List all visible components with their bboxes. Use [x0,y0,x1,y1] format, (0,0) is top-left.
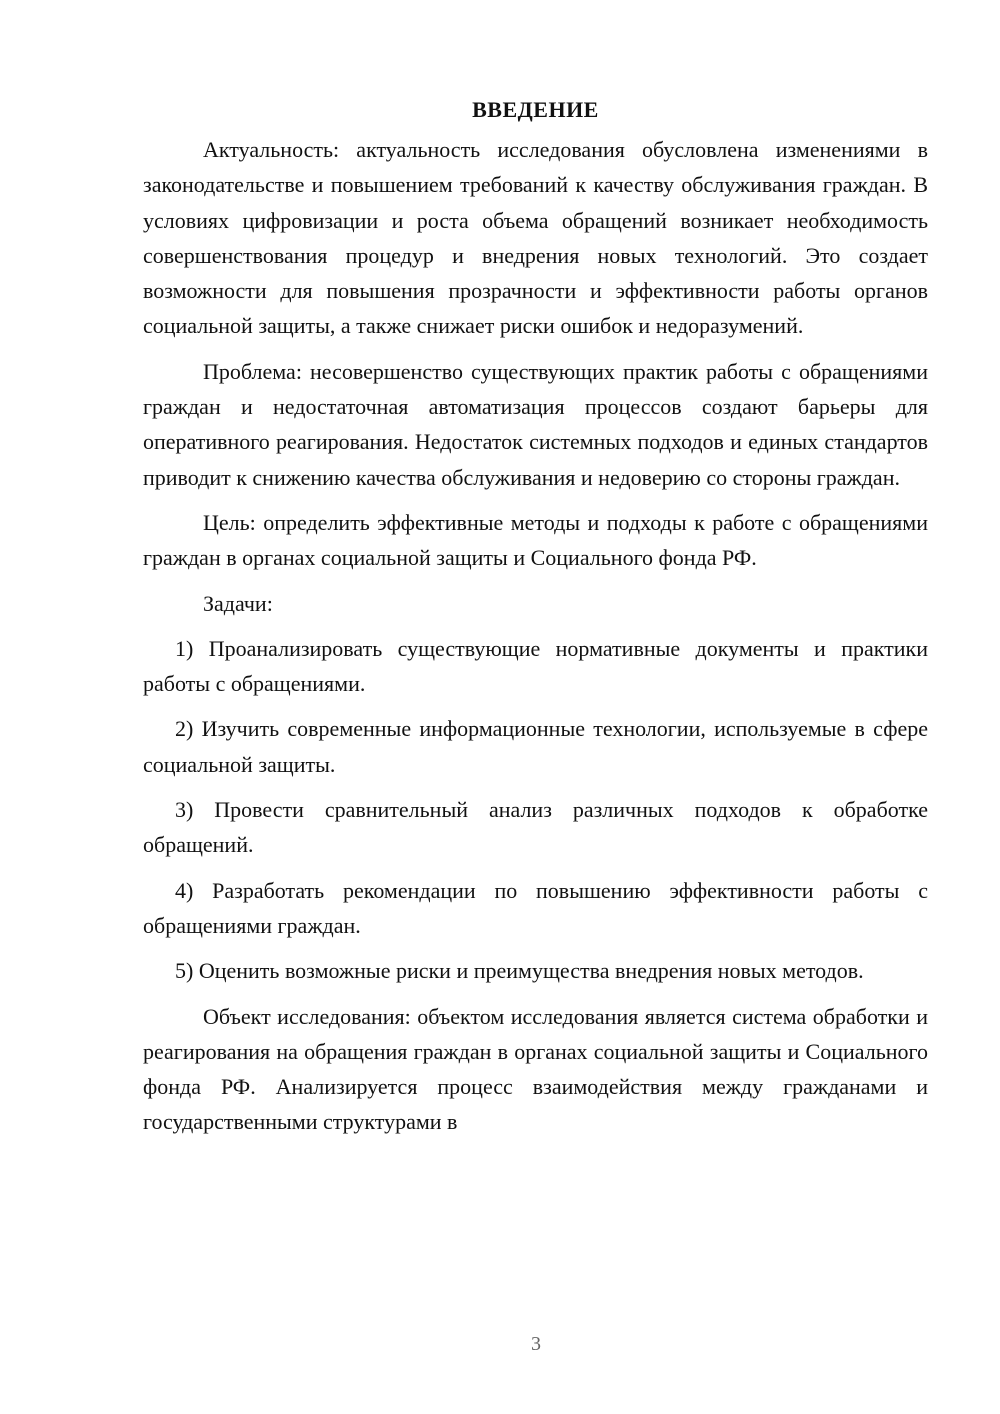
relevance-paragraph: Актуальность: актуальность исследования обусловлена изменениями в законодательстве и повышением требований к качеству обслуживания граждан. В условиях цифровизации и роста объема обращений возникает необходимость совершенствования процедур и внедрения новых технологий. Это создает возможности для повышения прозрачности и эффективности работы органов социальной защиты, а также снижает риски ошибок и недоразумений. [143,137,928,339]
task-item-2: 2) Изучить современные информационные технологии, используемые в сфере социальной защиты. [143,716,928,777]
problem-paragraph: Проблема: несовершенство существующих практик работы с обращениями граждан и недостаточная автоматизация процессов создают барьеры для оперативного реагирования. Недостаток системных подходов и единых стандартов приводит к снижению качества обслуживания и недоверию со стороны граждан. [143,358,928,490]
document-page [143,92,928,1150]
goal-paragraph: Цель: определить эффективные методы и подходы к работе с обращениями граждан в органах социальной защиты и Социального фонда РФ. [143,509,928,571]
page-number: 3 [531,1333,541,1355]
task-item-3: 3) Провести сравнительный анализ различных подходов к обработке обращений. [143,797,928,858]
task-item-5: 5) Оценить возможные риски и преимущества внедрения новых методов. [175,958,864,984]
object-paragraph: Объект исследования: объектом исследования является система обработки и реагирования на обращения граждан в органах социальной защиты и Социального фонда РФ. Анализируется процесс взаимодействия между гражданами и государственными структурами в [143,1003,928,1135]
tasks-title: Задачи: [203,590,273,616]
task-item-4: 4) Разработать рекомендации по повышению эффективности работы с обращениями граждан. [143,877,928,938]
task-item-1: 1) Проанализировать существующие нормативные документы и практики работы с обращениями. [143,635,928,697]
section-heading: ВВЕДЕНИЕ [472,97,599,122]
